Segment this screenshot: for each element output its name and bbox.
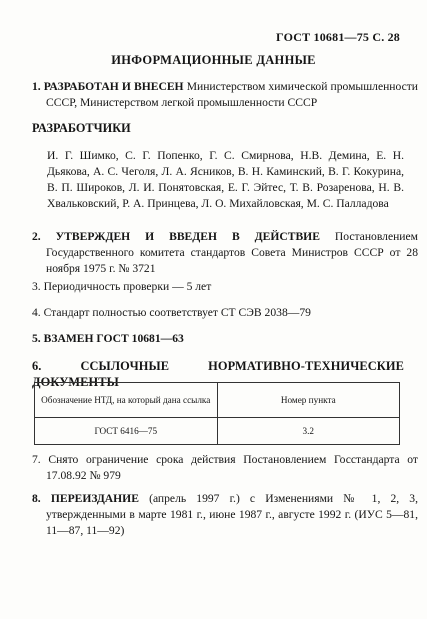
section-2-text: Постановлением Государственного комитета стандартов Совета Министров СССР от 28 ноября 1975 г. № 3721 <box>46 230 418 275</box>
section-8-text: (апрель 1997 г.) с Изменениями № 1, 2, 3, утвержденными в марте 1981 г., июне 1987 г., августе 1992 г. (ИУС 5—81, 11—87, 11—92) <box>46 492 418 537</box>
table-header-doc: Обозначение НТД, на который дана ссылка <box>35 383 218 418</box>
section-8-heading: 8. ПЕРЕИЗДАНИЕ <box>32 492 139 505</box>
section-7: 7. Снято ограничение срока действия Постановлением Госстандарта от 17.08.92 № 979 <box>32 453 418 482</box>
section-5: 5. ВЗАМЕН ГОСТ 10681—63 <box>32 332 184 345</box>
section-2 <box>32 229 418 277</box>
section-8 <box>32 491 418 539</box>
table-header-row <box>35 383 400 418</box>
table-row <box>35 418 400 445</box>
table-cell-doc: ГОСТ 6416—75 <box>35 418 218 445</box>
developers-label: РАЗРАБОТЧИКИ <box>32 121 131 135</box>
developers-list: И. Г. Шимко, С. Г. Попенко, Г. С. Смирнова, Н.В. Демина, Е. Н. Дьякова, А. С. Чеголя, Л. А. Ясников, В. Н. Каминский, В. Г. Кокурина, В. П. Широков, Л. И. Понятовская, Е. Г. Эйтес, Т. В. Розаренова, Н. В. Хвальковский, Р. А. Принцева, Л. О. Михайловская, М. С. Палладова <box>47 149 404 210</box>
section-4: 4. Стандарт полностью соответствует СТ СЭВ 2038—79 <box>32 306 311 319</box>
table-header-item: Номер пункта <box>217 383 400 418</box>
section-2-heading: 2. УТВЕРЖДЕН И ВВЕДЕН В ДЕЙСТВИЕ <box>32 230 320 243</box>
page-header: ГОСТ 10681—75 С. 28 <box>276 30 400 44</box>
section-1-heading: 1. РАЗРАБОТАН И ВНЕСЕН <box>32 80 184 93</box>
page-title: ИНФОРМАЦИОННЫЕ ДАННЫЕ <box>111 53 316 67</box>
section-3: 3. Периодичность проверки — 5 лет <box>32 280 212 293</box>
section-1-text: Министерством химической промышленности СССР, Министерством легкой промышленности СССР <box>46 80 418 109</box>
references-table <box>34 382 400 445</box>
section-6: 6. ССЫЛОЧНЫЕ НОРМАТИВНО-ТЕХНИЧЕСКИЕ ДОКУМЕНТЫ <box>32 359 404 389</box>
section-1 <box>32 79 418 111</box>
table-cell-item: 3.2 <box>217 418 400 445</box>
